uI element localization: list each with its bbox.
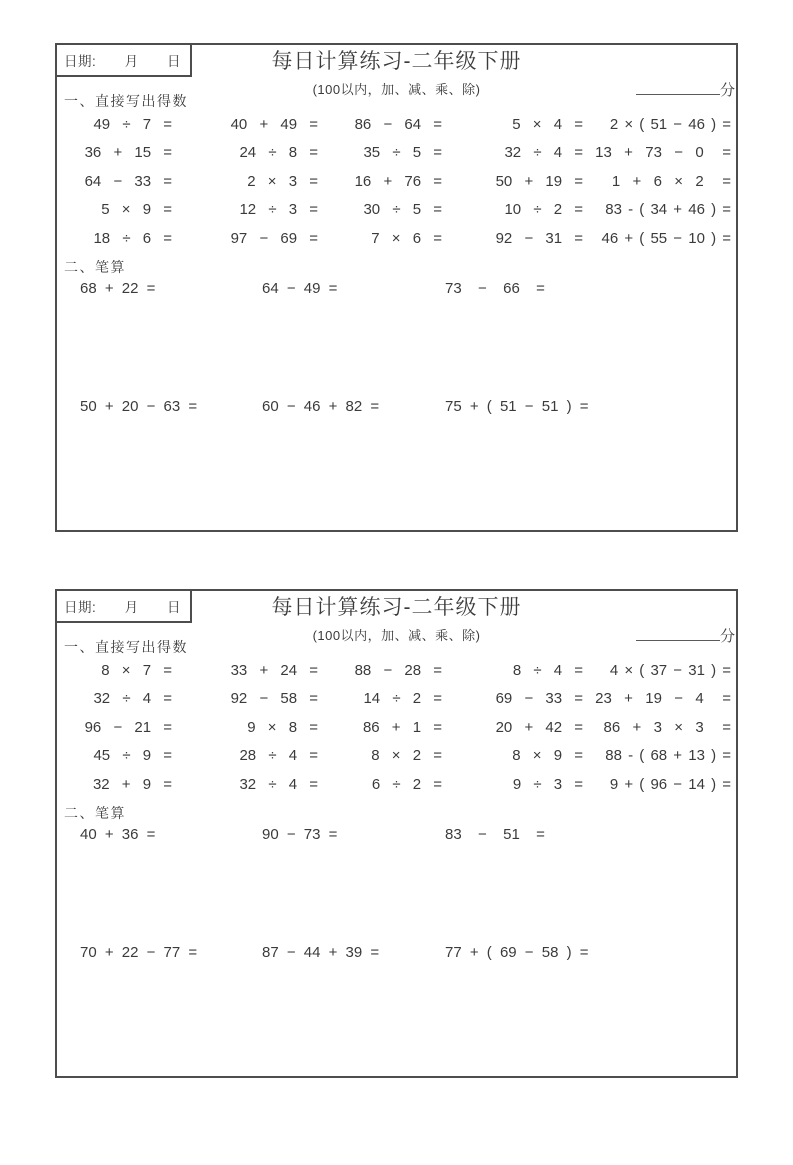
- problem: 8 × 9 =: [512, 747, 583, 765]
- problem: 16 + 76 =: [354, 172, 442, 190]
- worksheet: [55, 43, 738, 532]
- problem: 7 × 6 =: [371, 229, 442, 247]
- problem: 24 ÷ 8 =: [239, 144, 318, 162]
- problem: 8 × 7 =: [101, 661, 172, 679]
- problem: 49 ÷ 7 =: [93, 115, 172, 133]
- problem: 12 ÷ 3 =: [239, 201, 318, 219]
- month-label: 月: [124, 600, 139, 615]
- problem: 50 + 19 =: [495, 172, 583, 190]
- problem: 8 × 2 =: [371, 747, 442, 765]
- problem: 5 × 9 =: [101, 201, 172, 219]
- problem: 35 ÷ 5 =: [363, 144, 442, 162]
- problem: 10 ÷ 2 =: [504, 201, 583, 219]
- problem: 50 + 20 − 63 =: [80, 398, 198, 415]
- problem: 33 + 24 =: [230, 661, 318, 679]
- score-area: [636, 78, 735, 101]
- score-blank-line: [636, 624, 720, 641]
- day-label: 日: [166, 600, 181, 615]
- date-label: 日期:: [64, 54, 97, 69]
- written-calc-row-1: [80, 825, 545, 845]
- problem: 69 − 33 =: [495, 690, 583, 708]
- written-calc-row-2: [80, 943, 589, 963]
- problem: 73 − 66 =: [445, 280, 545, 297]
- problem: 40 + 49 =: [230, 115, 318, 133]
- problem: 32 ÷ 4 =: [93, 690, 172, 708]
- problem: 36 + 15 =: [84, 144, 172, 162]
- sheet-title: 每日计算练习-二年级下册: [271, 50, 522, 73]
- problem: 86 + 1 =: [362, 718, 442, 736]
- problem: 32 ÷ 4 =: [504, 144, 583, 162]
- problem: 92 − 58 =: [230, 690, 318, 708]
- written-calc-row-1: [80, 279, 545, 299]
- section2-heading: 二、笔算: [64, 259, 126, 275]
- problem: 9 + ( 96 − 14 ) =: [609, 775, 731, 793]
- problem: 92 − 31 =: [495, 229, 583, 247]
- problem: 18 ÷ 6 =: [93, 229, 172, 247]
- score-unit-label: 分: [719, 628, 735, 645]
- problem: 77 + ( 69 − 58 ) =: [445, 944, 589, 961]
- problem: 30 ÷ 5 =: [363, 201, 442, 219]
- section2-heading: 二、笔算: [64, 805, 126, 821]
- problem: 64 − 49 =: [262, 280, 338, 297]
- date-box: [55, 43, 192, 77]
- problem: 13 + 73 − 0 =: [595, 144, 731, 162]
- problem: 87 − 44 + 39 =: [262, 944, 380, 961]
- problem: 96 − 21 =: [84, 718, 172, 736]
- day-label: 日: [166, 54, 181, 69]
- score-area: [636, 624, 735, 647]
- problem: 20 + 42 =: [495, 718, 583, 736]
- problem: 70 + 22 − 77 =: [80, 944, 198, 961]
- date-label: 日期:: [64, 600, 97, 615]
- worksheet-page: [0, 43, 793, 1078]
- problem: 1 + 6 × 2 =: [611, 172, 731, 190]
- problem: 8 ÷ 4 =: [512, 661, 583, 679]
- sheet-title: 每日计算练习-二年级下册: [271, 596, 522, 619]
- problem: 2 × ( 51 − 46 ) =: [609, 115, 731, 133]
- problem: 5 × 4 =: [512, 115, 583, 133]
- problem: 9 × 8 =: [247, 718, 318, 736]
- problem: 90 − 73 =: [262, 826, 338, 843]
- problem: 88 − 28 =: [354, 661, 442, 679]
- problem: 86 + 3 × 3 =: [603, 718, 731, 736]
- month-label: 月: [124, 54, 139, 69]
- problem: 32 + 9 =: [92, 775, 172, 793]
- section1-heading: 一、直接写出得数: [64, 639, 188, 655]
- problem: 46 + ( 55 − 10 ) =: [601, 229, 731, 247]
- problem: 4 × ( 37 − 31 ) =: [609, 661, 731, 679]
- problem: 14 ÷ 2 =: [363, 690, 442, 708]
- problem: 83 − 51 =: [445, 826, 545, 843]
- problem: 23 + 19 − 4 =: [595, 690, 731, 708]
- problem: 6 ÷ 2 =: [371, 775, 442, 793]
- problem: 97 − 69 =: [230, 229, 318, 247]
- problem: 28 ÷ 4 =: [239, 747, 318, 765]
- problem: 40 + 36 =: [80, 826, 156, 843]
- problem: 88 - ( 68 + 13 ) =: [605, 747, 731, 765]
- problem: 9 ÷ 3 =: [512, 775, 583, 793]
- quick-calc-grid: [57, 656, 731, 799]
- written-calc-row-2: [80, 397, 589, 417]
- problem: 68 + 22 =: [80, 280, 156, 297]
- sheet-subtitle: (100以内，加、减、乘、除): [312, 82, 481, 97]
- sheet-subtitle: (100以内，加、减、乘、除): [312, 628, 481, 643]
- problem: 75 + ( 51 − 51 ) =: [445, 398, 589, 415]
- date-box: [55, 589, 192, 623]
- section1-heading: 一、直接写出得数: [64, 93, 188, 109]
- score-blank-line: [636, 78, 720, 95]
- score-unit-label: 分: [719, 82, 735, 99]
- worksheet: [55, 589, 738, 1078]
- problem: 2 × 3 =: [247, 172, 318, 190]
- problem: 32 ÷ 4 =: [239, 775, 318, 793]
- problem: 45 ÷ 9 =: [93, 747, 172, 765]
- problem: 83 - ( 34 + 46 ) =: [605, 201, 731, 219]
- problem: 86 − 64 =: [354, 115, 442, 133]
- quick-calc-grid: [57, 110, 731, 253]
- problem: 60 − 46 + 82 =: [262, 398, 380, 415]
- problem: 64 − 33 =: [84, 172, 172, 190]
